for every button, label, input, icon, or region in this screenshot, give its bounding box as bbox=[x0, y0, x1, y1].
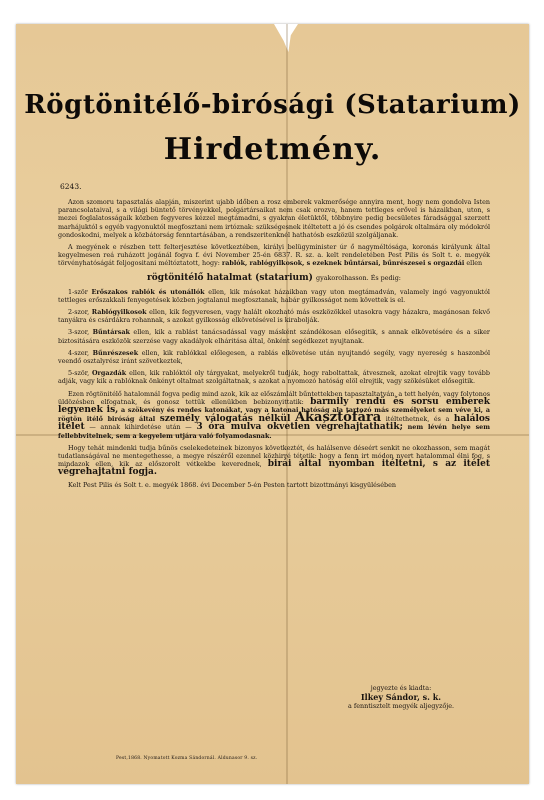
announcement-body bbox=[58, 198, 490, 493]
document-number: 6243. bbox=[60, 182, 82, 191]
list-item-2: 2-szor, Rablógyilkosok ellen, kik fegyveresen, vagy halált okozható más eszközökkel utasokra vagy házakra, magánosan fekvő tanyákra és csárdákra rohannak, s azokat gyilkosság elkövetésével is kirabolják. bbox=[58, 308, 490, 325]
signature-block bbox=[316, 684, 486, 711]
signature-attest: jegyezte és kiadta: bbox=[370, 684, 432, 692]
statarium-line: rögtönitélő hatalmat (statarium) gyakorolhasson. És pedig: bbox=[147, 272, 401, 283]
list-item-5: 5-ször, Orgazdák ellen, kik rablóktól oly tárgyakat, melyekről tudják, hogy raboltattak, átvesznek, azokat elrejtik vagy tovább adják, vagy kik a rablóknak önkényt oltalmat szolgáltatnak, s azokat a nyomozó hatóság elöl elrejtik, vagy szökésüket elősegitik. bbox=[58, 369, 490, 386]
printer-footer: Pest,1868. Nyomatott Kozma Sándornál. Aldunasor 9. sz. bbox=[116, 756, 258, 761]
list-item-4: 4-szer, Bűnrészesek ellen, kik rablókkal előlegesen, a rablás elkövetése után nyujtandó segély, vagy nyereség s haszonból veendő osztalyrész iránt szövetkeztek, bbox=[58, 348, 490, 366]
signature-role: a fenntisztelt megyék aljegyzője. bbox=[347, 702, 455, 710]
poster-sheet bbox=[16, 24, 529, 784]
paragraph-5: Kelt Pest Pilis és Solt t. e. megyék 1868. évi December 5-én Pesten tartott bizottmányi kisgyülésében bbox=[68, 480, 396, 489]
list-item-1: 1-ször Erőszakos rablók és utonállók ellen, kik másokat házaikban vagy uton megtámadván, valamely ingó vagyonuktól tettleges erőszakkali fenyegetések közben jogtalanul megfosztanak, habár gyilkosságot nem követtek is el. bbox=[58, 287, 490, 304]
signature-name: Ilkey Sándor, s. k. bbox=[360, 692, 442, 702]
target-groups: rablók, rablógyilkosok, s ezeknek bűntársai, bűnrészesei s orgazdái bbox=[221, 259, 465, 268]
paragraph-1: Azon szomoru tapasztalás alapján, miszerint ujabb időben a rosz emberek vakmerősége annyira ment, hogy nem gondolva Isten parancsolataival, s a világi büntető törvényekkel, polgártársaikat nem csak orozva, hanem tettleges erővel is házaikban, uton, s mezei foglalatosságaik közben fegyveres kézzel megtámadni, s gyakran életüktől, többnyire pedig becsületes fáradsággal szerzett marhájuktól s egyéb vagyonuktól megfosztani nem irtóznak: szükségesnek itéltetett a jó és csendes polgárok oltalmára oly módokról gondoskodni, melyek a közbátorság fenntartásában, a rendszeritenknél hathatósb eszközül szolgáljanak. bbox=[58, 198, 490, 239]
paragraph-4: Hogy tehát mindenki tudja bűnös cselekedeteinek bizonyos következtét, és halálsenve déseért senkit ne okozhasson, sem magát tudatlanságával ne mentegethesse, a megye részéről ezennel közhirré tétetik: hogy a fenn irt módon nyert hatalommal élni fog, s mindazok ellen, kik az előszorolt vétkekbe keverednek, birái által nyomban itéltetni, s az itélet végrehajtatni fogja. bbox=[58, 443, 490, 478]
list-item-3: 3-szor, Bűntársak ellen, kik a rablást tanácsadással vagy másként szándékosan elősegitik, s annak elkövetésére és a siker biztositására eszközök szerzése vagy akadályok elháritása által, önként segédkezet nyujtanak. bbox=[58, 328, 490, 345]
poster-subtitle: Hirdetmény. bbox=[163, 132, 382, 167]
gallows-word: Akasztófára bbox=[294, 410, 382, 426]
paragraph-2: A megyének e részben tett felterjesztése következtében, királyi belügyminister úr ő nagyméltósága, koronás királyunk által kegyelmesen reá ruházott jogánál fogva f. évi November 25-én 6837. R. sz. a. kelt rendeletében Pest Pilis és Solt t. e. megyék törvényhatóságát feljogositani méltóztatott, hogy: rablók, rablógyilkosok, s ezeknek bűntársai, bűnrészesei s orgazdái ellen bbox=[58, 243, 490, 268]
paragraph-3: Ezen rögtönitélő hatalomnál fogva pedig mind azok, kik az előszámlált bűntettekben tapasztaltatván, a tett helyén, vagy folytonos üldözésben elfogatnak, és gonosz tettük ellenükben bebizonyittatik: barmily rendű és sorsu emberek legyenek is, a szökevény és rendes katonákat, vagy a katonai hatóság ala tartozó más személyeket sem véve ki, a rögtön itélő biróság által személy válogatás nélkül Akasztófára itéltethetnek, és a halálos itélet — annak kihirdetése után — 3 óra mulva okvetlen végrehajtathatik; nem lévén helye sem fellebbvitelnek, sem a kegyelem utjára való folyamodasnak. bbox=[58, 389, 490, 440]
poster-title: Rögtönitélő-birósági (Statarium) bbox=[24, 90, 521, 120]
